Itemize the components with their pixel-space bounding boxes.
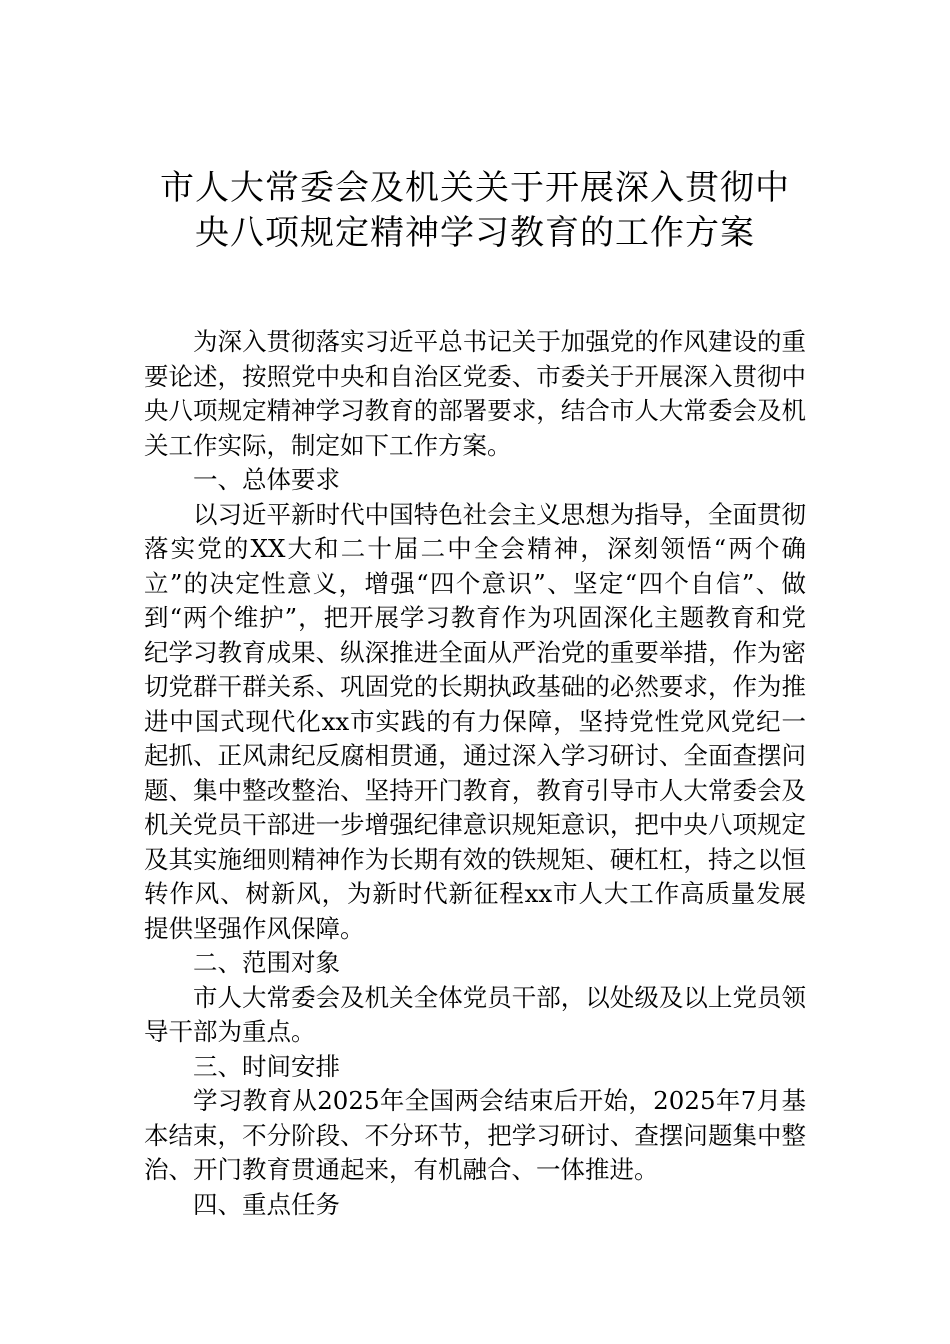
schedule-paragraph: 学习教育从2025年全国两会结束后开始，2025年7月基本结束，不分阶段、不分环节，把学习研讨、查摆问题集中整治、开门教育贯通起来，有机融合、一体推进。 [144, 1086, 806, 1184]
document-title-line-2: 央八项规定精神学习教育的工作方案 [195, 213, 755, 253]
intro-paragraph: 为深入贯彻落实习近平总书记关于加强党的作风建设的重要论述，按照党中央和自治区党委、市委关于开展深入贯彻中央八项规定精神学习教育的部署要求，结合市人大常委会及机关工作实际，制定如下工作方案。 [144, 327, 806, 460]
section-heading-scope: 二、范围对象 [193, 948, 340, 977]
document-title-line-1: 市人大常委会及机关关于开展深入贯彻中 [160, 168, 790, 208]
scope-paragraph: 市人大常委会及机关全体党员干部，以处级及以上党员领导干部为重点。 [144, 982, 806, 1046]
section-heading-key-tasks: 四、重点任务 [193, 1189, 340, 1219]
section-heading-schedule: 三、时间安排 [193, 1051, 340, 1081]
general-requirements-paragraph: 以习近平新时代中国特色社会主义思想为指导，全面贯彻落实党的XX大和二十届二中全会精神，深刻领悟“两个确立”的决定性意义，增强“四个意识”、坚定“四个自信”、做到“两个维护”，把开展学习教育作为巩固深化主题教育和党纪学习教育成果、纵深推进全面从严治党的重要举措，作为密切党群干群关系、巩固党的长期执政基础的必然要求，作为推进中国式现代化xx市实践的有力保障，坚持党性党风党纪一起抓、正风肃纪反腐相贯通，通过深入学习研讨、全面查摆问题、集中整改整治、坚持开门教育，教育引导市人大常委会及机关党员干部进一步增强纪律意识规矩意识，把中央八项规定及其实施细则精神作为长期有效的铁规矩、硬杠杠，持之以恒转作风、树新风，为新时代新征程xx市人大工作高质量发展提供坚强作风保障。 [144, 499, 806, 943]
document-body [144, 325, 806, 1222]
section-heading-general-requirements: 一、总体要求 [193, 465, 340, 494]
